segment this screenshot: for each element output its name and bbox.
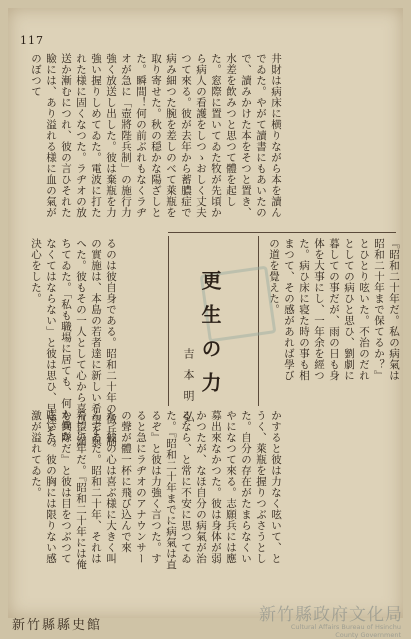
cultural-bureau-subtext-line1: Cultural Affairs Bureau of Hsinchu (290, 623, 401, 631)
page-number: 117 (20, 34, 44, 47)
cultural-bureau-subtext (291, 623, 401, 639)
upper-text-block (28, 53, 398, 228)
cultural-bureau-subtext-line2: County Government (335, 631, 401, 639)
article-author: 吉本明弘 (182, 348, 195, 432)
archive-stamp: 新竹縣縣史館 (12, 618, 103, 633)
right-column-text: 『昭和二十年だ。私の病氣は昭和二十年まで保てるか？』とひとり呟いた。不治のだれとしての病ひと思ひ、劉劇に暮しての事だが、雨の日も身体を大事にし、一年余を經つた。病ひ床に寝た時の事も相まつて、その感があれば學びの道を覺えた。 (268, 238, 400, 381)
document-page (8, 8, 403, 618)
article-title: 更生の力 (198, 270, 222, 406)
upper-text: 井財は病床に横りながら本を讀んでゐた。やがて讀書にもあいたので、讀みかけた本をそつと置き、水差を飲みつと思つて體を起した。窓際に置いてゐた牧が先頃から病人の看護をしつゝおしく丈夫つて來る。彼が去年から蓄膿症で病み細つた腕を差しのべて萊瓶を取り寄せた。秋の穏かな陽ざしとた。瞬間！何の前ぶれもなくラヂオが急に「壺將陛兵制」の施行力強く放送し出した。彼は棄瓶を力強い握りしめてゐた。電波に打たれた様に固くなつた。ラヂオの放送か漸むにつれ、彼の言ひそれた瞼には、あり溢れる様に血の氣がのぼつて (30, 53, 282, 218)
cultural-bureau-logo: 新竹縣政府文化局 (259, 605, 403, 625)
divider-top (168, 232, 396, 233)
lower-text: かすると彼は力なく呟いて、とうく、萊瓶を握りつぶさうとした。自分の存在がたまらなくいやになつて來る。志願兵には應募出來なかつた。彼は身体が弱かつたが、なほ自分の病氣が治るなら、と常に不安に思つてゐた。『昭和二十年までに病氣は直るぞ』と彼は力強く言つた。すると急にラヂオのアナウンサーの聲が體一杯に飛び込んで來た。彼の心は喜ぶ様に大きく叫んでゐた。昭和二十年、それは希望の年だ。『昭和二十年には俺も兵隊だ』と彼は目をつぶつて呟いた。彼の胸には限りない感激が溢れてゐた。 (30, 410, 282, 570)
lower-text-block (28, 410, 396, 570)
right-lower-text-block (266, 238, 400, 388)
left-lower-text: るのは彼自身である。昭和二十年の徴兵制の實施は、本島の若者達に新しい希望を與へた。彼もその一人として心から喜びに満ちてゐた。「私も職場に居ても、何か働かなくてはならない」と彼は思ひ、早速その決心をした。 (30, 238, 117, 447)
title-box-left-rule (168, 236, 169, 406)
